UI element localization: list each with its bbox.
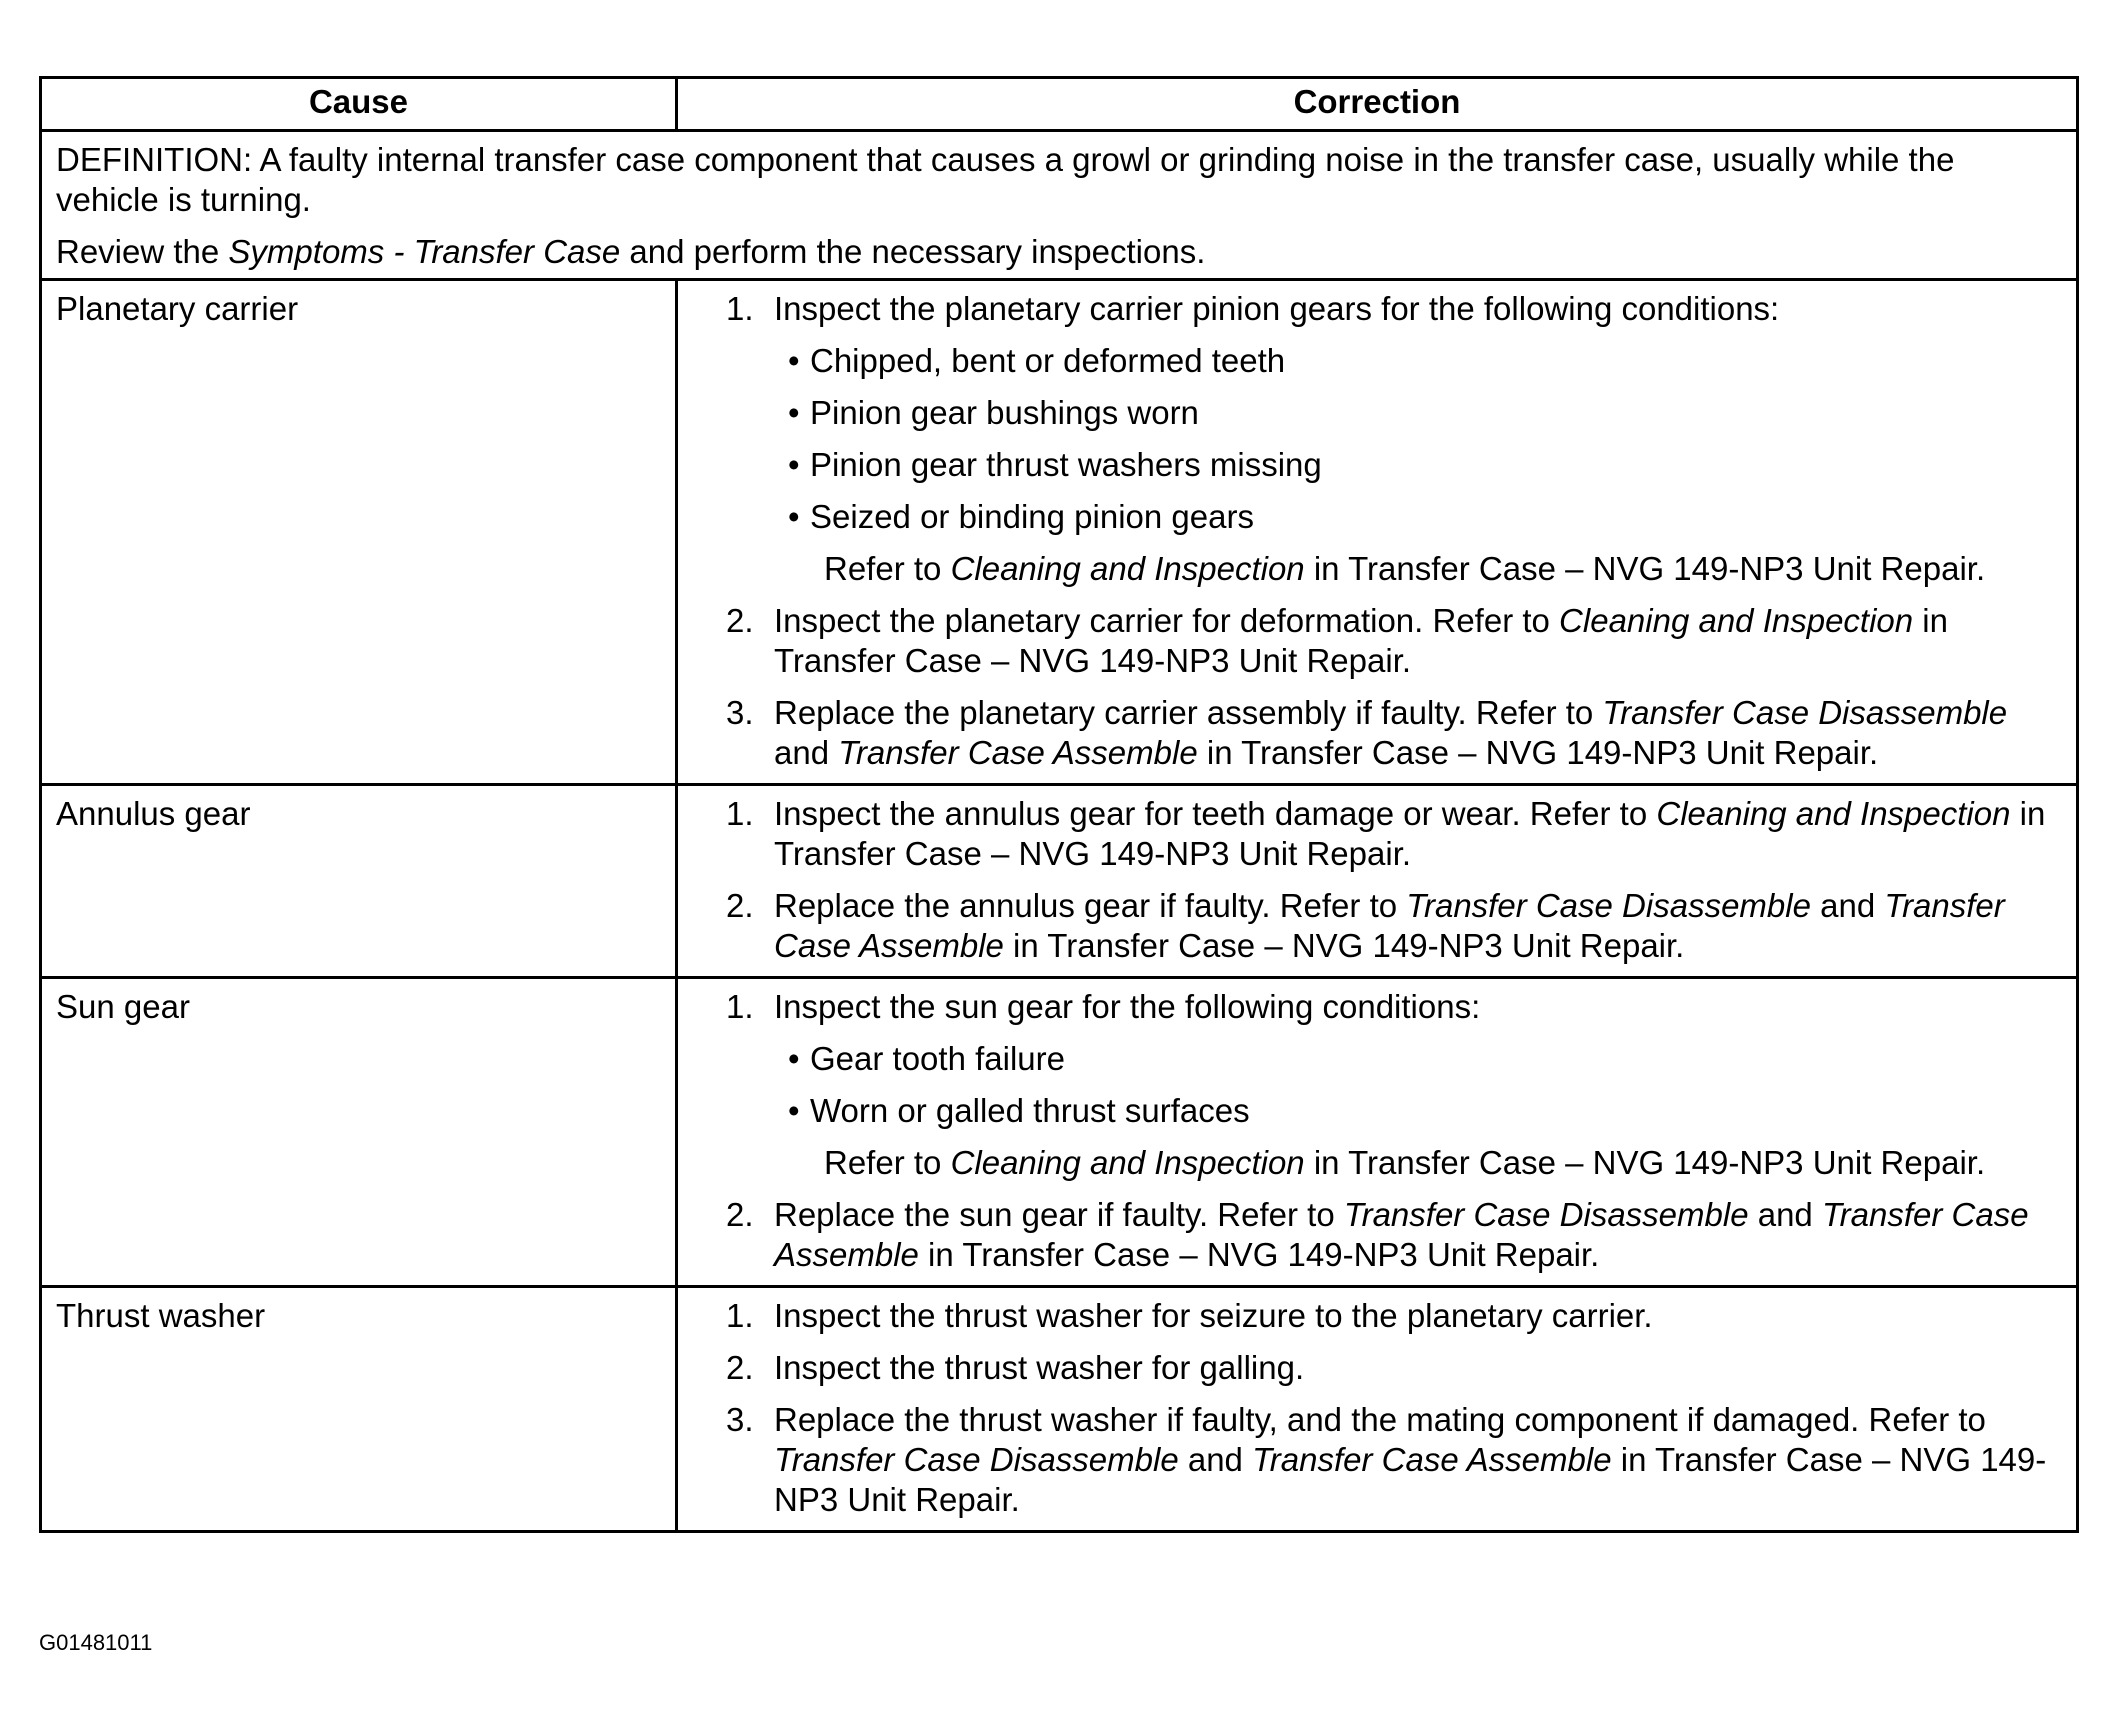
correction-step	[726, 693, 2070, 773]
text-segment: Replace the sun gear if faulty. Refer to	[774, 1196, 1344, 1233]
review-post: and perform the necessary inspections.	[620, 233, 1206, 270]
step-text	[774, 1195, 2070, 1275]
cause-cell: Planetary carrier	[41, 280, 677, 785]
correction-cell	[677, 785, 2078, 978]
text-segment: Refer to	[824, 1144, 951, 1181]
reference-link[interactable]: Transfer Case Disassemble	[1602, 694, 2008, 731]
step-text	[774, 693, 2070, 773]
list-item-text: Seized or binding pinion gears	[810, 498, 1254, 535]
reference-link[interactable]: Cleaning and Inspection	[950, 550, 1305, 587]
text-segment: and	[774, 734, 839, 771]
step-number: 3.	[726, 694, 754, 731]
header-cause: Cause	[41, 78, 677, 131]
step-number: 2.	[726, 887, 754, 924]
bullet-icon: •	[788, 342, 800, 379]
symptoms-link[interactable]: Symptoms - Transfer Case	[228, 233, 621, 270]
text-segment: Inspect the annulus gear for teeth damage or wear. Refer to	[774, 795, 1657, 832]
bullet-icon: •	[788, 1092, 800, 1129]
figure-id: G01481011	[39, 1630, 153, 1655]
step-text	[774, 886, 2070, 966]
cause-cell: Annulus gear	[41, 785, 677, 978]
reference-link[interactable]: Transfer Case Disassemble	[774, 1441, 1179, 1478]
reference-link[interactable]: Transfer Case Assemble	[838, 734, 1198, 771]
review-text	[56, 232, 2062, 272]
correction-step	[726, 1348, 2070, 1388]
step-number: 1.	[726, 988, 754, 1025]
header-row	[41, 78, 2078, 131]
list-item	[774, 497, 2070, 537]
table-row	[41, 978, 2078, 1287]
step-text	[774, 794, 2070, 874]
text-segment: Inspect the thrust washer for seizure to the planetary carrier.	[774, 1297, 1653, 1334]
correction-step	[726, 987, 2070, 1183]
correction-step	[726, 794, 2070, 874]
table-row	[41, 785, 2078, 978]
reference-link[interactable]: Transfer Case Assemble	[774, 1196, 2029, 1273]
text-segment: and	[1748, 1196, 1822, 1233]
correction-step	[726, 1195, 2070, 1275]
correction-cell	[677, 280, 2078, 785]
step-number: 2.	[726, 602, 754, 639]
text-segment: in Transfer Case – NVG 149-NP3 Unit Repair.	[1197, 734, 1879, 771]
bullet-icon: •	[788, 446, 800, 483]
step-number: 3.	[726, 1401, 754, 1438]
list-item-text: Pinion gear bushings worn	[810, 394, 1199, 431]
table-row	[41, 1287, 2078, 1532]
list-item-text: Gear tooth failure	[810, 1040, 1065, 1077]
correction-step	[726, 289, 2070, 589]
step-number: 1.	[726, 795, 754, 832]
reference-link[interactable]: Transfer Case Disassemble	[1406, 887, 1811, 924]
list-item	[774, 1039, 2070, 1079]
text-segment: Inspect the thrust washer for galling.	[774, 1349, 1305, 1386]
step-text	[774, 1400, 2070, 1520]
step-number: 1.	[726, 1297, 754, 1334]
correction-cell	[677, 978, 2078, 1287]
reference-link[interactable]: Cleaning and Inspection	[950, 1144, 1305, 1181]
condition-list	[774, 1039, 2070, 1131]
list-item-text: Worn or galled thrust surfaces	[810, 1092, 1250, 1129]
step-text	[774, 987, 2070, 1027]
correction-step	[726, 1400, 2070, 1520]
list-item	[774, 1091, 2070, 1131]
text-segment: in Transfer Case – NVG 149-NP3 Unit Repair.	[918, 1236, 1600, 1273]
bullet-icon: •	[788, 394, 800, 431]
reference-note	[774, 549, 2070, 589]
correction-step	[726, 886, 2070, 966]
step-text	[774, 289, 2070, 329]
correction-step	[726, 1296, 2070, 1336]
text-segment: in Transfer Case – NVG 149-NP3 Unit Repair.	[1304, 550, 1986, 587]
reference-note	[774, 1143, 2070, 1183]
correction-cell	[677, 1287, 2078, 1532]
text-segment: Inspect the sun gear for the following conditions:	[774, 988, 1481, 1025]
reference-link[interactable]: Cleaning and Inspection	[1559, 602, 1914, 639]
text-segment: in Transfer Case – NVG 149-NP3 Unit Repair.	[774, 1441, 2047, 1518]
text-segment: Replace the annulus gear if faulty. Refer to	[774, 887, 1407, 924]
condition-list	[774, 341, 2070, 537]
bullet-icon: •	[788, 1040, 800, 1077]
reference-link[interactable]: Cleaning and Inspection	[1656, 795, 2011, 832]
step-text	[774, 1348, 2070, 1388]
text-segment: Inspect the planetary carrier for deformation. Refer to	[774, 602, 1560, 639]
diagnosis-table	[39, 76, 2079, 1533]
reference-link[interactable]: Transfer Case Assemble	[1252, 1441, 1612, 1478]
table-row	[41, 280, 2078, 785]
text-segment: and	[1810, 887, 1885, 924]
list-item	[774, 341, 2070, 381]
step-number: 1.	[726, 290, 754, 327]
definition-text: DEFINITION: A faulty internal transfer case component that causes a growl or grinding noise in the transfer case, usually while the vehicle is turning.	[56, 141, 1955, 218]
list-item	[774, 445, 2070, 485]
reference-link[interactable]: Transfer Case Assemble	[774, 887, 2005, 964]
text-segment: Inspect the planetary carrier pinion gears for the following conditions:	[774, 290, 1780, 327]
text-segment: Refer to	[824, 550, 951, 587]
list-item-text: Chipped, bent or deformed teeth	[810, 342, 1286, 379]
text-segment: and	[1178, 1441, 1253, 1478]
definition-row	[41, 131, 2078, 280]
list-item-text: Pinion gear thrust washers missing	[810, 446, 1322, 483]
text-segment: Replace the thrust washer if faulty, and the mating component if damaged. Refer to	[774, 1401, 1986, 1438]
header-correction: Correction	[677, 78, 2078, 131]
review-pre: Review the	[56, 233, 229, 270]
bullet-icon: •	[788, 498, 800, 535]
text-segment: Replace the planetary carrier assembly if faulty. Refer to	[774, 694, 1603, 731]
text-segment: in Transfer Case – NVG 149-NP3 Unit Repair.	[1304, 1144, 1986, 1181]
cause-cell: Thrust washer	[41, 1287, 677, 1532]
step-text	[774, 1296, 2070, 1336]
list-item	[774, 393, 2070, 433]
step-number: 2.	[726, 1349, 754, 1386]
text-segment: in Transfer Case – NVG 149-NP3 Unit Repair.	[1003, 927, 1685, 964]
step-number: 2.	[726, 1196, 754, 1233]
text-segment: in Transfer Case – NVG 149-NP3 Unit Repair.	[774, 602, 1948, 679]
definition-cell	[41, 131, 2078, 280]
step-text	[774, 601, 2070, 681]
cause-cell: Sun gear	[41, 978, 677, 1287]
text-segment: in Transfer Case – NVG 149-NP3 Unit Repair.	[774, 795, 2046, 872]
reference-link[interactable]: Transfer Case Disassemble	[1343, 1196, 1749, 1233]
correction-step	[726, 601, 2070, 681]
